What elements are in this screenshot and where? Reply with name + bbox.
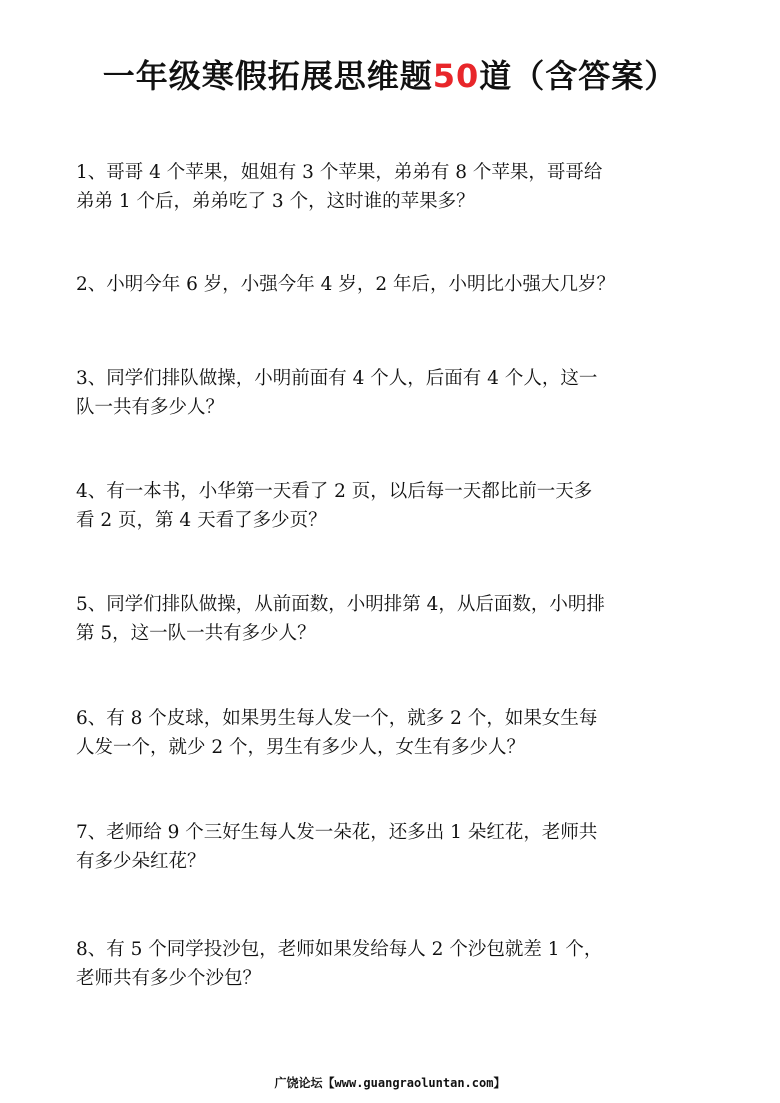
footer-url: www.guangraoluntan.com	[334, 1076, 494, 1090]
question-1: 1、哥哥 4 个苹果，姐姐有 3 个苹果，弟弟有 8 个苹果，哥哥给 弟弟 1 个后，弟弟吃了 3 个，这时谁的苹果多？	[76, 162, 603, 212]
question-5: 5、同学们排队做操，从前面数，小明排第 4，从后面数，小明排 第 5，这一队一共有多少人？	[76, 594, 605, 644]
question-2: 2、小明今年 6 岁，小强今年 4 岁，2 年后，小明比小强大几岁？	[76, 274, 615, 295]
page-title	[0, 52, 780, 100]
question-6: 6、有 8 个皮球，如果男生每人发一个，就多 2 个，如果女生每 人发一个，就少 2 个，男生有多少人，女生有多少人？	[76, 708, 598, 758]
footer-close-bracket: 】	[493, 1076, 506, 1090]
question-7: 7、老师给 9 个三好生每人发一朵花，还多出 1 朵红花，老师共 有多少朵红花？	[76, 822, 598, 872]
title-text-after: 道（含答案）	[479, 57, 678, 95]
question-3: 3、同学们排队做操，小明前面有 4 个人，后面有 4 个人，这一 队一共有多少人？	[76, 368, 598, 418]
title-text-before: 一年级寒假拓展思维题	[102, 57, 433, 95]
question-4: 4、有一本书，小华第一天看了 2 页，以后每一天都比前一天多 看 2 页，第 4 天看了多少页？	[76, 481, 593, 531]
page-footer	[0, 1074, 780, 1092]
question-8: 8、有 5 个同学投沙包，老师如果发给每人 2 个沙包就差 1 个， 老师共有多少个沙包？	[76, 939, 603, 989]
footer-site-name: 广饶论坛【	[274, 1076, 335, 1090]
title-number: 50	[432, 57, 480, 95]
